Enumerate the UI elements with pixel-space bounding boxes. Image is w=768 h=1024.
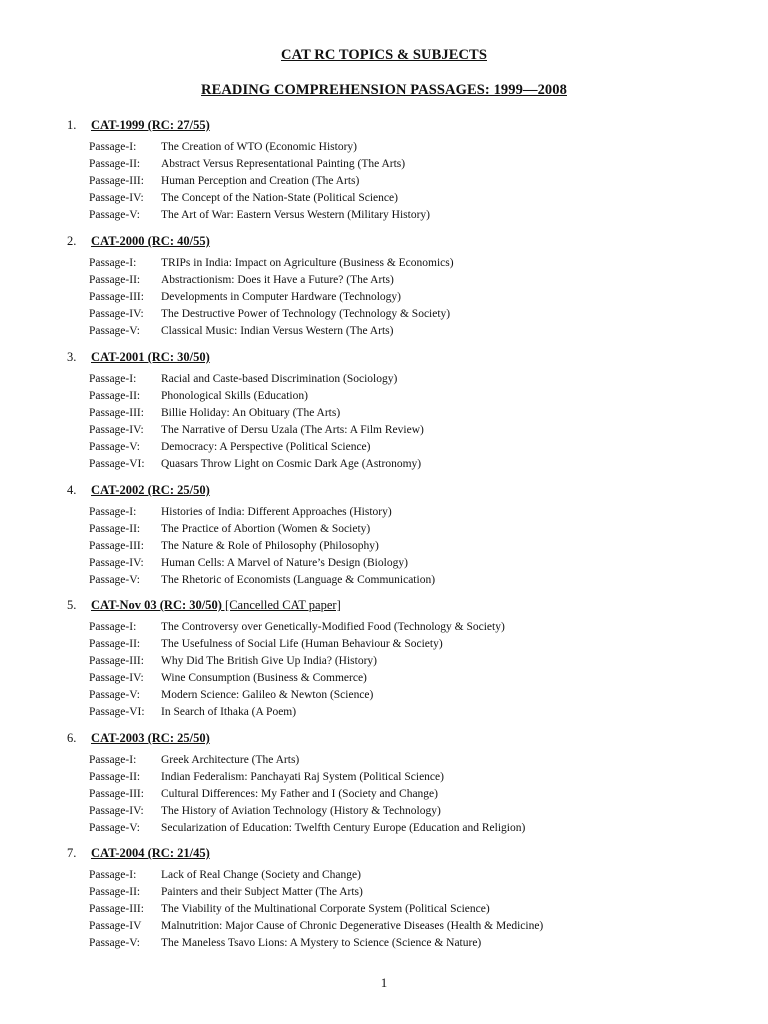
section-heading [0,118,768,136]
passage-label: Passage-IV [89,920,142,932]
passage-row [0,506,768,523]
passage-row [0,672,768,689]
passage-row [0,621,768,638]
section-number: 7. [67,846,77,860]
passage-label: Passage-I: [89,141,137,153]
passage-topic: The Destructive Power of Technology (Technology & Society) [161,308,451,320]
passage-label: Passage-II: [89,390,141,402]
passage-topic: The Maneless Tsavo Lions: A Mystery to Science (Science & Nature) [161,937,482,949]
passage-row [0,158,768,175]
passage-row [0,407,768,424]
section-number: 3. [67,350,77,364]
section-number: 2. [67,234,77,248]
passage-label: Passage-IV: [89,805,144,817]
passage-topic: Why Did The British Give Up India? (History) [161,655,378,667]
passage-list [0,141,768,226]
passage-label: Passage-III: [89,175,144,187]
passage-topic: Indian Federalism: Panchayati Raj System (Political Science) [161,771,444,783]
passage-label: Passage-V: [89,574,140,586]
passage-list [0,754,768,839]
passage-row [0,886,768,903]
section-title-text: CAT-Nov 03 (RC: 30/50) [91,598,222,612]
passage-row [0,291,768,308]
passage-list [0,621,768,723]
passage-row [0,805,768,822]
passage-topic: Classical Music: Indian Versus Western (The Arts) [161,325,394,337]
passage-topic: Racial and Caste-based Discrimination (Sociology) [161,373,398,385]
passage-topic: The Nature & Role of Philosophy (Philosophy) [161,540,379,552]
passage-topic: Malnutrition: Major Cause of Chronic Degenerative Diseases (Health & Medicine) [161,920,544,932]
passage-topic: The Viability of the Multinational Corporate System (Political Science) [161,903,490,915]
passage-topic: The Narrative of Dersu Uzala (The Arts: A Film Review) [161,424,424,436]
section-cat-1 [0,118,768,226]
section-title [91,483,210,498]
passage-topic: Wine Consumption (Business & Commerce) [161,672,367,684]
passage-label: Passage-IV: [89,557,144,569]
passage-row [0,192,768,209]
section-title [91,846,210,861]
passage-label: Passage-V: [89,822,140,834]
passage-topic: Histories of India: Different Approaches (History) [161,506,392,518]
passage-row [0,754,768,771]
passage-topic: Painters and their Subject Matter (The Arts) [161,886,363,898]
passage-label: Passage-III: [89,788,144,800]
section-heading [0,846,768,864]
section-title [91,598,341,613]
passage-label: Passage-I: [89,869,137,881]
section-title [91,731,210,746]
section-cat-5 [0,598,768,723]
section-title-text: CAT-1999 (RC: 27/55) [91,118,210,132]
section-title [91,350,210,365]
section-title-text: CAT-2001 (RC: 30/50) [91,350,210,364]
passage-topic: Abstractionism: Does it Have a Future? (The Arts) [161,274,394,286]
passage-row [0,424,768,441]
passage-row [0,141,768,158]
passage-label: Passage-V: [89,325,140,337]
passage-label: Passage-II: [89,638,141,650]
section-heading [0,731,768,749]
passage-label: Passage-I: [89,257,137,269]
section-note: [Cancelled CAT paper] [221,598,341,612]
passage-label: Passage-IV: [89,672,144,684]
passage-row [0,390,768,407]
passage-row [0,920,768,937]
passage-topic: Modern Science: Galileo & Newton (Science) [161,689,374,701]
passage-topic: The Rhetoric of Economists (Language & Communication) [161,574,436,586]
passage-topic: The History of Aviation Technology (History & Technology) [161,805,441,817]
passage-row [0,557,768,574]
passage-row [0,441,768,458]
passage-label: Passage-II: [89,274,141,286]
passage-row [0,903,768,920]
passage-label: Passage-III: [89,407,144,419]
passage-topic: Phonological Skills (Education) [161,390,308,402]
passage-topic: Human Cells: A Marvel of Nature’s Design (Biology) [161,557,408,569]
passage-row [0,274,768,291]
passage-row [0,638,768,655]
passage-topic: Lack of Real Change (Society and Change) [161,869,361,881]
passage-row [0,869,768,886]
passage-label: Passage-I: [89,621,137,633]
passage-label: Passage-V: [89,209,140,221]
passage-topic: TRIPs in India: Impact on Agriculture (Business & Economics) [161,257,454,269]
passage-label: Passage-V: [89,937,140,949]
section-number: 6. [67,731,77,745]
section-cat-6 [0,731,768,839]
passage-label: Passage-VI: [89,458,145,470]
passage-label: Passage-V: [89,441,140,453]
passage-row [0,706,768,723]
passage-label: Passage-II: [89,771,141,783]
passage-row [0,822,768,839]
passage-topic: Cultural Differences: My Father and I (Society and Change) [161,788,438,800]
passage-topic: The Concept of the Nation-State (Political Science) [161,192,398,204]
passage-label: Passage-VI: [89,706,145,718]
passage-list [0,869,768,954]
section-heading [0,350,768,368]
section-cat-7 [0,846,768,954]
passage-row [0,325,768,342]
passage-row [0,689,768,706]
passage-list [0,506,768,591]
passage-row [0,788,768,805]
passage-label: Passage-II: [89,158,141,170]
passage-row [0,209,768,226]
passage-label: Passage-IV: [89,424,144,436]
passage-label: Passage-II: [89,886,141,898]
passage-label: Passage-I: [89,754,137,766]
section-title-text: CAT-2000 (RC: 40/55) [91,234,210,248]
passage-list [0,373,768,475]
passage-row [0,175,768,192]
passage-label: Passage-I: [89,506,137,518]
page-title: CAT RC TOPICS & SUBJECTS [281,47,487,63]
passage-topic: Democracy: A Perspective (Political Science) [161,441,371,453]
passage-row [0,373,768,390]
passage-topic: Human Perception and Creation (The Arts) [161,175,360,187]
passage-label: Passage-III: [89,291,144,303]
passage-list [0,257,768,342]
passage-topic: Abstract Versus Representational Painting (The Arts) [161,158,406,170]
section-title [91,118,210,133]
passage-label: Passage-III: [89,540,144,552]
section-number: 4. [67,483,77,497]
passage-row [0,257,768,274]
passage-label: Passage-II: [89,523,141,535]
passage-row [0,937,768,954]
passage-topic: Greek Architecture (The Arts) [161,754,300,766]
passage-label: Passage-III: [89,903,144,915]
section-title [91,234,210,249]
passage-label: Passage-V: [89,689,140,701]
passage-topic: The Usefulness of Social Life (Human Behaviour & Society) [161,638,443,650]
passage-label: Passage-IV: [89,192,144,204]
passage-topic: The Practice of Abortion (Women & Society) [161,523,371,535]
section-title-text: CAT-2004 (RC: 21/45) [91,846,210,860]
section-title-text: CAT-2003 (RC: 25/50) [91,731,210,745]
passage-topic: Quasars Throw Light on Cosmic Dark Age (Astronomy) [161,458,422,470]
section-heading [0,234,768,252]
passage-row [0,771,768,788]
section-number: 5. [67,598,77,612]
passage-label: Passage-IV: [89,308,144,320]
section-number: 1. [67,118,77,132]
section-heading [0,598,768,616]
section-title-text: CAT-2002 (RC: 25/50) [91,483,210,497]
passage-row [0,523,768,540]
section-cat-4 [0,483,768,591]
passage-topic: Secularization of Education: Twelfth Century Europe (Education and Religion) [161,822,526,834]
passage-topic: Developments in Computer Hardware (Technology) [161,291,401,303]
passage-label: Passage-III: [89,655,144,667]
section-cat-2 [0,234,768,342]
passage-topic: The Creation of WTO (Economic History) [161,141,357,153]
section-cat-3 [0,350,768,475]
passage-topic: Billie Holiday: An Obituary (The Arts) [161,407,341,419]
passage-row [0,540,768,557]
page-subtitle: READING COMPREHENSION PASSAGES: 1999—2008 [201,82,567,98]
passage-row [0,308,768,325]
section-heading [0,483,768,501]
passage-label: Passage-I: [89,373,137,385]
passage-topic: The Controversy over Genetically-Modified Food (Technology & Society) [161,621,505,633]
page-number: 1 [380,975,388,990]
passage-row [0,458,768,475]
passage-topic: In Search of Ithaka (A Poem) [161,706,297,718]
passage-row [0,655,768,672]
passage-topic: The Art of War: Eastern Versus Western (Military History) [161,209,430,221]
passage-row [0,574,768,591]
